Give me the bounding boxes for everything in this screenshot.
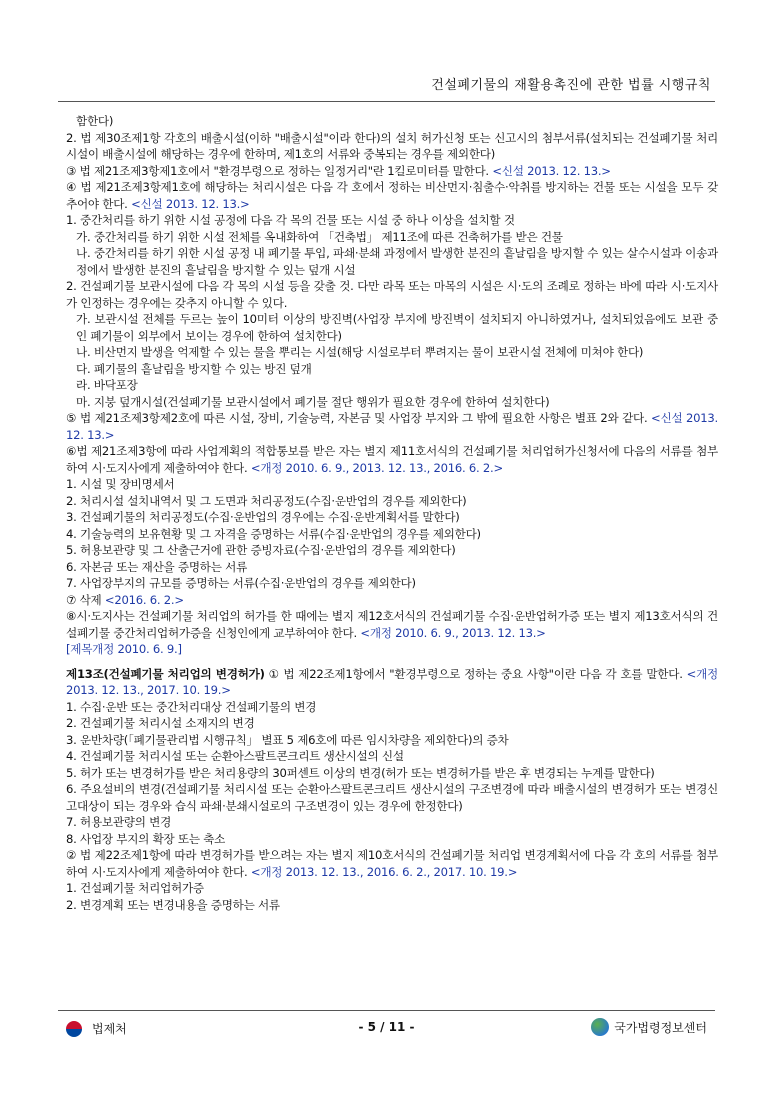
footer-divider (58, 1010, 715, 1011)
list-item: 4. 기술능력의 보유현황 및 그 자격을 증명하는 서류(수집·운반업의 경우를 제외한다) (66, 526, 481, 541)
list-item: 3. 건설폐기물의 처리공정도(수집·운반업의 경우에는 수집·운반계획서를 말한다) (66, 510, 460, 524)
page-number: - 5 / 11 - (358, 1020, 415, 1034)
list-item: 8. 사업장 부지의 확장 또는 축소 (66, 831, 226, 846)
header-divider (58, 101, 715, 102)
article-13: 제13조(건설폐기물 처리업의 변경허가) ① 법 제22조제1항에서 "환경부령으로 정하는 중요 사항"이란 다음 각 호를 말한다. <개정 2013. 12. 13., 2017. 10. 19.> (66, 666, 718, 697)
sub-item: 다. 폐기물의 흩날림을 방지할 수 있는 방진 덮개 (76, 361, 312, 376)
law-center-logo-icon (591, 1018, 609, 1036)
amendment-note: <2016. 6. 2.> (104, 592, 184, 607)
list-item: 1. 시설 및 장비명세서 (66, 477, 175, 491)
article-heading: 제13조(건설폐기물 처리업의 변경허가) (66, 666, 265, 681)
sub-item: 라. 바닥포장 (76, 378, 138, 392)
paragraph: ③ 법 제21조제3항제1호에서 "환경부령으로 정하는 일정거리"란 1킬로미터를 말한다. <신설 2013. 12. 13.> (66, 163, 611, 178)
amendment-note: <개정 2013. 12. 13., 2017. 10. 19.> (66, 666, 718, 697)
list-item: 4. 건설폐기물 처리시설 또는 순환아스팔트콘크리트 생산시설의 신설 (66, 749, 404, 763)
document-header-title: 건설폐기물의 재활용촉진에 관한 법률 시행규칙 (431, 78, 711, 93)
sub-item: 가. 중간처리를 하기 위한 시설 전체를 옥내화하여 「건축법」 제11조에 따른 건축허가를 받은 건물 (76, 229, 563, 244)
list-item: 2. 변경계획 또는 변경내용을 증명하는 서류 (66, 897, 280, 912)
sub-item: 가. 보관시설 전체를 두르는 높이 10미터 이상의 방진벽(사업장 부지에 방진벽이 설치되지 아니하였거나, 설치되었음에도 보관 중인 폐기물이 외부에서 보이는 경우에 한하여 설치한다) (76, 312, 719, 343)
paragraph: ⑧시·도지사는 건설폐기물 처리업의 허가를 한 때에는 별지 제12호서식의 건설폐기물 수집·운반업허가증 또는 별지 제13호서식의 건설폐기물 중간처리업허가증을 신청인에게 교부하여야 한다. <개정 2010. 6. 9., 2013. 12. 13.> (66, 609, 718, 640)
amendment-note: <신설 2013. 12. 13.> (66, 411, 718, 442)
paragraph: 함한다) (76, 114, 114, 128)
list-item: 6. 주요설비의 변경(건설폐기물 처리시설 또는 순환아스팔트콘크리트 생산시설의 구조변경에 따라 배출시설의 변경허가 또는 변경신고대상이 되는 경우와 습식 파쇄·분쇄시설로의 구조변경이 있는 경우에 한정한다) (66, 782, 718, 813)
title-amendment-note: [제목개정 2010. 6. 9.] (66, 642, 182, 656)
document-body (66, 113, 718, 913)
paragraph: ⑤ 법 제21조제3항제2호에 따른 시설, 장비, 기술능력, 자본금 및 사업장 부지와 그 밖에 필요한 사항은 별표 2와 같다. <신설 2013. 12. 13.> (66, 411, 718, 442)
list-item: 1. 건설폐기물 처리업허가증 (66, 881, 204, 895)
list-item: 2. 건설폐기물 보관시설에 다음 각 목의 시설 등을 갖출 것. 다만 라목 또는 마목의 시설은 시·도의 조례로 정하는 바에 따라 시·도지사가 인정하는 경우에는 갖추지 아니할 수 있다. (66, 279, 718, 310)
list-item: 7. 허용보관량의 변경 (66, 815, 172, 829)
paragraph: 2. 법 제30조제1항 각호의 배출시설(이하 "배출시설"이라 한다)의 설치 허가신청 또는 신고시의 첨부서류(설치되는 건설폐기물 처리시설이 배출시설에 해당하는 경우에 한하며, 제1호의 서류와 중복되는 경우를 제외한다) (66, 130, 718, 161)
amendment-note: <개정 2013. 12. 13., 2016. 6. 2., 2017. 10. 19.> (250, 864, 518, 879)
sub-item: 나. 비산먼지 발생을 억제할 수 있는 물을 뿌리는 시설(해당 시설로부터 뿌려지는 물이 보관시설 전체에 미쳐야 한다) (76, 345, 644, 359)
paragraph: ⑦ 삭제 <2016. 6. 2.> (66, 592, 184, 607)
paragraph: ④ 법 제21조제3항제1호에 해당하는 처리시설은 다음 각 호에서 정하는 비산먼지·침출수·악취를 방지하는 건물 또는 시설을 모두 갖추어야 한다. <신설 2013. 12. 13.> (66, 180, 718, 211)
list-item: 5. 허가 또는 변경허가를 받은 처리용량의 30퍼센트 이상의 변경(허가 또는 변경허가를 받은 후 변경되는 누계를 말한다) (66, 765, 655, 780)
list-item: 1. 수집·운반 또는 중간처리대상 건설폐기물의 변경 (66, 699, 317, 714)
list-item: 3. 운반차량(「폐기물관리법 시행규칙」 별표 5 제6호에 따른 임시차량을 제외한다)의 증차 (66, 732, 509, 747)
list-item: 5. 허용보관량 및 그 산출근거에 관한 증빙자료(수집·운반업의 경우를 제외한다) (66, 543, 456, 557)
list-item: 6. 자본금 또는 재산을 증명하는 서류 (66, 559, 248, 574)
paragraph: ② 법 제22조제1항에 따라 변경허가를 받으려는 자는 별지 제10호서식의 건설폐기물 처리업 변경계획서에 다음 각 호의 서류를 첨부하여 시·도지사에게 제출하여야 한다. <개정 2013. 12. 13., 2016. 6. 2., 2017. 10. 19.> (66, 848, 718, 879)
footer-left-label: 법제처 (92, 1022, 127, 1036)
amendment-note: <개정 2010. 6. 9., 2013. 12. 13., 2016. 6. 2.> (250, 460, 503, 475)
paragraph: ⑥법 제21조제3항에 따라 사업계획의 적합통보를 받은 자는 별지 제11호서식의 건설폐기물 처리업허가신청서에 다음의 서류를 첨부하여 시·도지사에게 제출하여야 한다. <개정 2010. 6. 9., 2013. 12. 13., 2016. 6. 2.> (66, 444, 718, 475)
sub-item: 마. 지붕 덮개시설(건설폐기물 보관시설에서 폐기물 절단 행위가 필요한 경우에 한하여 설치한다) (76, 394, 550, 409)
amendment-note: <신설 2013. 12. 13.> (131, 196, 250, 211)
list-item: 7. 사업장부지의 규모를 증명하는 서류(수집·운반업의 경우를 제외한다) (66, 576, 416, 590)
list-item: 2. 건설폐기물 처리시설 소재지의 변경 (66, 716, 255, 730)
list-item: 2. 처리시설 설치내역서 및 그 도면과 처리공정도(수집·운반업의 경우를 제외한다) (66, 493, 467, 508)
list-item: 1. 중간처리를 하기 위한 시설 공정에 다음 각 목의 건물 또는 시설 중 하나 이상을 설치할 것 (66, 213, 515, 227)
footer-right (591, 1018, 707, 1036)
footer-right-label: 국가법령정보센터 (614, 1020, 707, 1035)
amendment-note: <개정 2010. 6. 9., 2013. 12. 13.> (360, 625, 546, 640)
sub-item: 나. 중간처리를 하기 위한 시설 공정 내 폐기물 투입, 파쇄·분쇄 과정에서 발생한 분진의 흩날림을 방지할 수 있는 살수시설과 이송과정에서 발생한 분진의 흩날림을 방지할 수 있는 덮개 시설 (76, 246, 718, 277)
amendment-note: <신설 2013. 12. 13.> (492, 163, 611, 178)
